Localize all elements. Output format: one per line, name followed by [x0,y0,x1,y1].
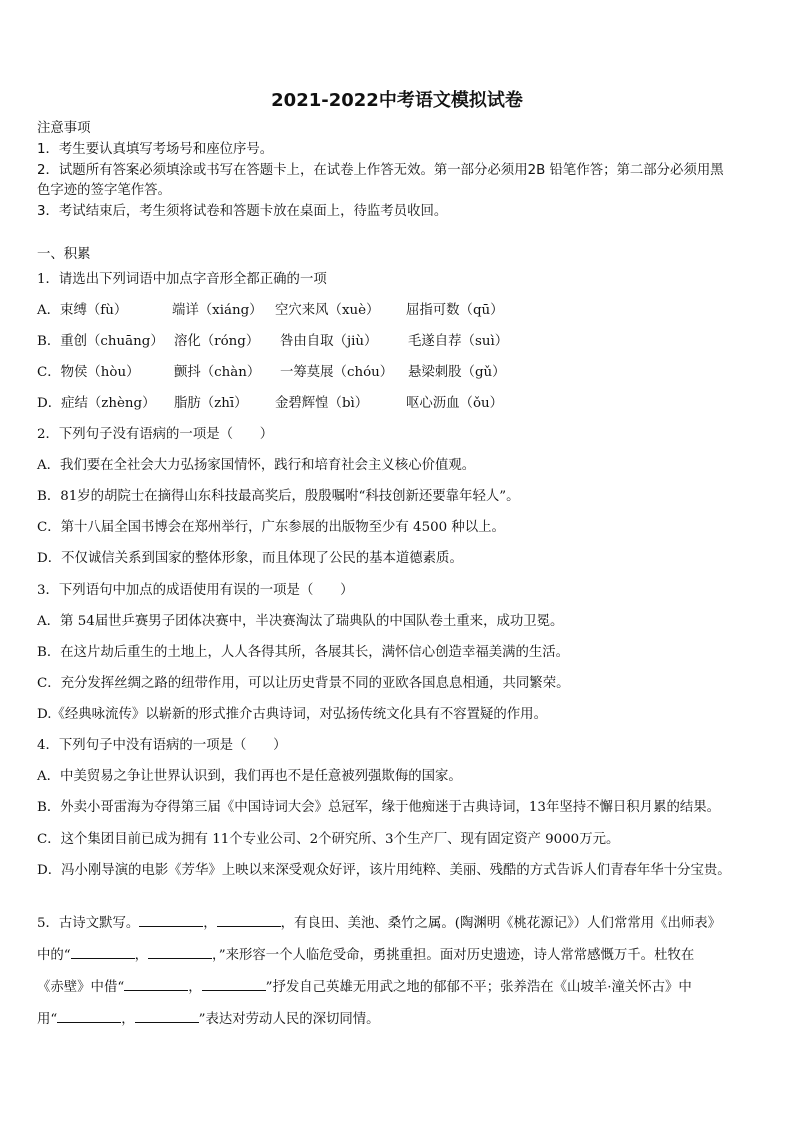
notice-heading: 注意事项 [37,121,91,136]
q3-option-d: D.《经典咏流传》以崭新的形式推介古典诗词，对弘扬传统文化具有不容置疑的作用。 [37,707,547,722]
q5-line-1-text-b: ， [203,916,217,931]
q5-line-4-text-c: ”表达对劳动人民的深切同情。 [198,1012,380,1027]
q3-option-b: B．在这片劫后重生的土地上，人人各得其所，各展其长，满怀信心创造幸福美满的生活。 [37,645,570,660]
q4-option-b: B．外卖小哥雷海为夺得第三届《中国诗词大会》总冠军，缘于他痴迷于古典诗词，13年坚持不懈日积月累的结果。 [37,800,721,815]
q5-blank-4[interactable] [148,944,212,959]
q1-stem: 1．请选出下列词语中加点字音形全都正确的一项 [37,272,327,287]
q5-blank-7[interactable] [57,1008,121,1023]
q5-line-2-text-b: ， [134,948,149,963]
q1-b-word-2: 溶化（róng） [174,334,260,349]
q4-option-a: A．中美贸易之争让世界认识到，我们再也不是任意被列强欺侮的国家。 [37,769,462,784]
q2-option-c: C．第十八届全国书博会在郑州举行，广东参展的出版物至少有 4500 种以上。 [37,520,505,535]
q5-blank-6[interactable] [202,976,266,991]
q1-b-word-3: 咎由自取（jiù） [280,334,378,349]
q5-line-3 [37,976,692,998]
q1-c-word-4: 悬梁刺股（gǔ） [408,365,506,380]
q4-option-c: C．这个集团目前已成为拥有 11个专业公司、2个研究所、3个生产厂、现有固定资产 9000万元。 [37,832,620,847]
q5-line-4-text-b: ， [121,1012,135,1027]
q5-line-2-text-a: 中的“ [37,948,71,963]
q5-line-1-text-c: ，有良田、美池、桑竹之属。(陶渊明《桃花源记》）人们常常用《出师表》 [280,916,722,931]
q2-option-a: A．我们要在全社会大力弘扬家国情怀，践行和培育社会主义核心价值观。 [37,458,476,473]
section-heading: 一、积累 [37,247,91,262]
q1-a-word-3: 空穴来风（xuè） [275,303,380,318]
notice-item-2-cont: 色字迹的签字笔作答。 [37,183,171,198]
q1-b-word-1: B．重创（chuāng） [37,334,164,349]
q5-blank-1[interactable] [139,912,203,927]
q5-line-2 [37,944,694,966]
q5-line-4 [37,1008,380,1030]
q1-d-word-4: 呕心沥血（ǒu） [406,396,504,411]
q5-blank-8[interactable] [135,1008,199,1023]
page-title: 2021-2022中考语文模拟试卷 [271,90,523,111]
q5-blank-2[interactable] [217,912,281,927]
q5-line-1-text-a: 5．古诗文默写。 [37,916,140,931]
q1-a-word-2: 端详（xiáng） [172,303,263,318]
q1-b-word-4: 毛遂自荐（suì） [408,334,509,349]
notice-item-3: 3．考试结束后，考生须将试卷和答题卡放在桌面上，待监考员收回。 [37,204,448,219]
q5-blank-5[interactable] [124,976,188,991]
q2-stem: 2．下列句子没有语病的一项是（ ） [37,427,274,442]
q1-c-word-2: 颤抖（chàn） [174,365,261,380]
q1-d-word-1: D．症结（zhèng） [37,396,156,411]
notice-item-1: 1．考生要认真填写考场号和座位序号。 [37,142,274,157]
q3-option-a: A．第 54届世乒赛男子团体决赛中，半决赛淘汰了瑞典队的中国队卷土重来，成功卫冕。 [37,614,564,629]
q4-stem: 4．下列句子中没有语病的一项是（ ） [37,738,287,753]
q3-stem: 3．下列语句中加点的成语使用有误的一项是（ ） [37,583,354,598]
q5-line-1 [37,912,721,934]
q5-blank-3[interactable] [71,944,135,959]
q1-a-word-4: 屈指可数（qū） [406,303,504,318]
q4-option-d: D．冯小刚导演的电影《芳华》上映以来深受观众好评，该片用纯粹、美丽、残酷的方式告诉人们青春年华十分宝贵。 [37,863,731,878]
q1-a-word-1: A．束缚（fù） [37,303,128,318]
q2-option-b: B．81岁的胡院士在摘得山东科技最高奖后，殷殷嘱咐“科技创新还要靠年轻人”。 [37,489,520,504]
q1-c-word-3: 一筹莫展（chóu） [280,365,394,380]
q5-line-3-text-a: 《赤壁》中借“ [37,980,125,995]
q3-option-c: C．充分发挥丝绸之路的纽带作用，可以让历史背景不同的亚欧各国息息相通，共同繁荣。 [37,676,570,691]
q5-line-2-text-c: ，”来形容一个人临危受命，勇挑重担。面对历史遗迹，诗人常常感慨万千。杜牧在 [212,948,695,963]
notice-item-2: 2．试题所有答案必须填涂或书写在答题卡上，在试卷上作答无效。第一部分必须用2B 铅笔作答；第二部分必须用黑 [37,163,724,178]
q1-d-word-3: 金碧辉惶（bì） [275,396,369,411]
q1-c-word-1: C．物侯（hòu） [37,365,140,380]
q1-d-word-2: 脂肪（zhī） [174,396,248,411]
q5-line-3-text-c: ”抒发自己英雄无用武之地的郁郁不平；张养浩在《山坡羊·潼关怀古》中 [265,980,692,995]
q2-option-d: D．不仅诚信关系到国家的整体形象，而且体现了公民的基本道德素质。 [37,551,463,566]
q5-line-3-text-b: ， [188,980,202,995]
q5-line-4-text-a: 用“ [37,1012,58,1027]
